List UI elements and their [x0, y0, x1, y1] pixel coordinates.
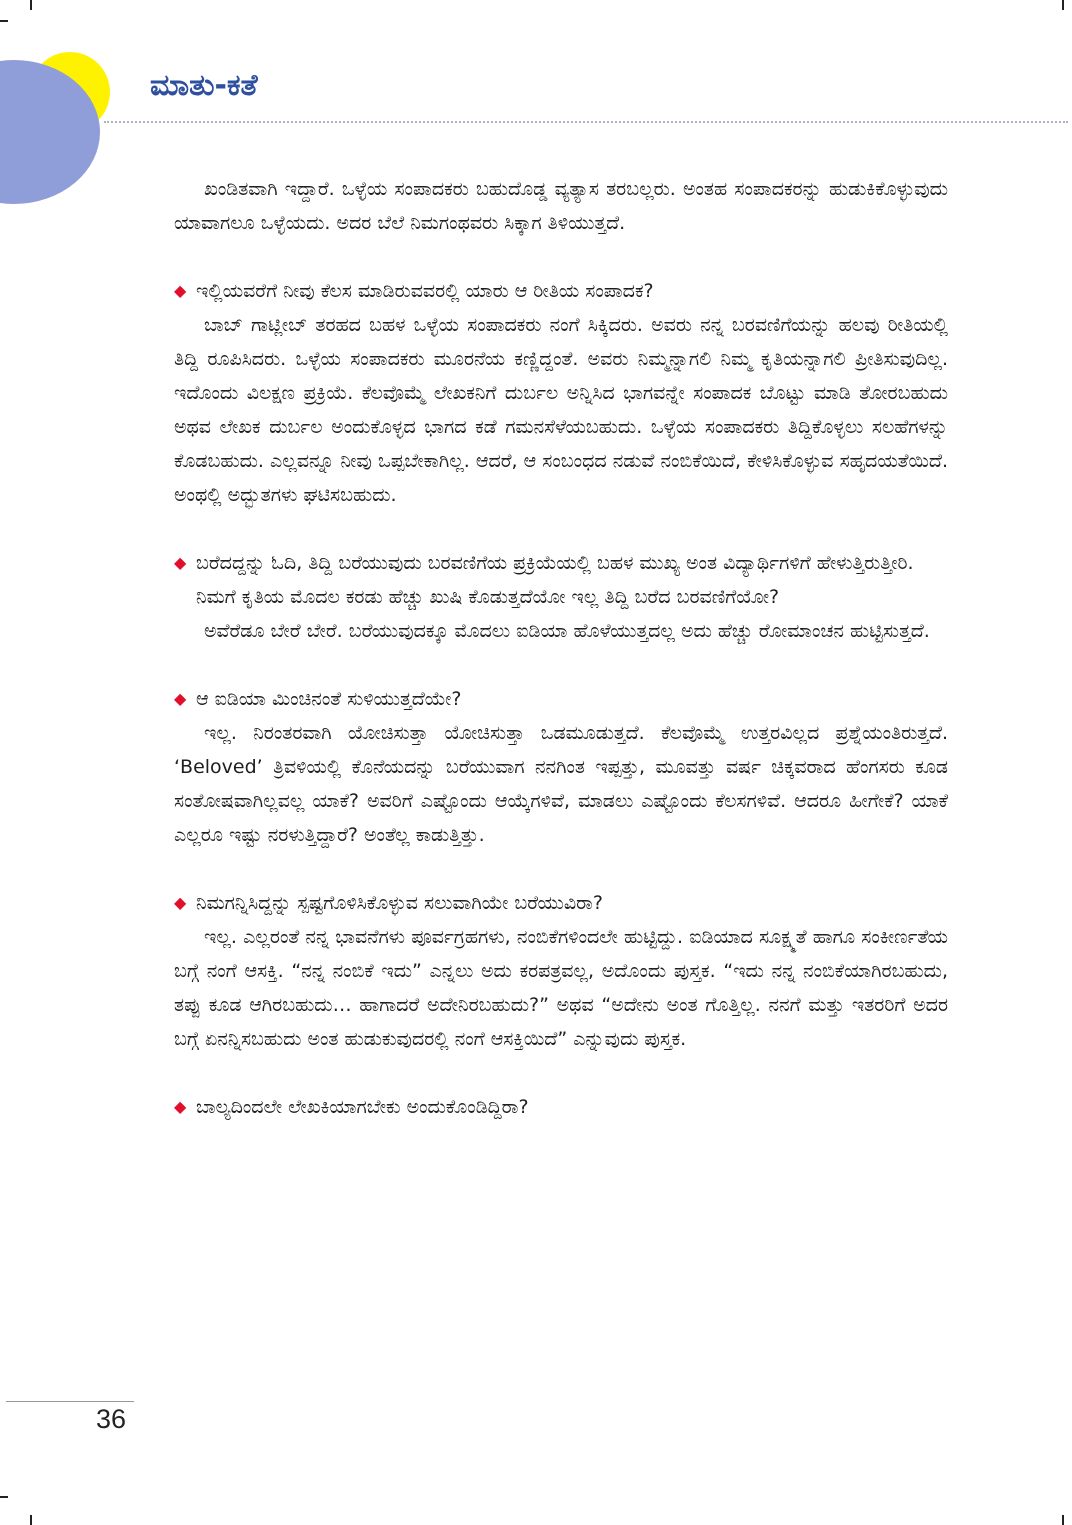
block-gap — [174, 852, 948, 886]
diamond-bullet-icon: ◆ — [174, 553, 187, 572]
answer-paragraph: ಇಲ್ಲ. ಎಲ್ಲರಂತೆ ನನ್ನ ಭಾವನೆಗಳು ಪೂರ್ವಗ್ರಹಗಳು, ನಂಬಿಕೆಗಳಿಂದಲೇ ಹುಟ್ಟಿದ್ದು. ಐಡಿಯಾದ ಸೂಕ್ಷ್ಮತೆ ಹಾಗೂ ಸಂಕೀರ್ಣತೆಯ ಬಗ್ಗೆ ನಂಗೆ ಆಸಕ್ತಿ. “ನನ್ನ ನಂಬಿಕೆ ಇದು” ಎನ್ನಲು ಅದು ಕರಪತ್ರವಲ್ಲ, ಅದೊಂದು ಪುಸ್ತಕ. “ಇದು ನನ್ನ ನಂಬಿಕೆಯಾಗಿರಬಹುದು, ತಪ್ಪು ಕೂಡ ಆಗಿರಬಹುದು… ಹಾಗಾದರೆ ಅದೇನಿರಬಹುದು?” ಅಥವ “ಅದೇನು ಅಂತ ಗೊತ್ತಿಲ್ಲ. ನನಗೆ ಮತ್ತು ಇತರರಿಗೆ ಅದರ ಬಗ್ಗೆ ಏನನ್ನಿಸಬಹುದು ಅಂತ ಹುಡುಕುವುದರಲ್ಲಿ ನಂಗೆ ಆಸಕ್ತಿಯಿದೆ” ಎನ್ನುವುದು ಪುಸ್ತಕ. — [174, 926, 948, 1050]
page-content — [174, 172, 948, 1124]
crop-mark — [30, 1515, 32, 1525]
diamond-bullet-icon: ◆ — [174, 689, 187, 708]
header-dotted-rule — [104, 121, 1068, 123]
diamond-bullet-icon: ◆ — [174, 893, 187, 912]
crop-mark — [30, 0, 32, 10]
crop-mark — [0, 1496, 8, 1498]
interview-question — [174, 886, 948, 920]
crop-mark — [1062, 1515, 1064, 1525]
diamond-bullet-icon: ◆ — [174, 281, 187, 300]
answer-paragraph: ಬಾಬ್ ಗಾಟ್ಲೀಬ್ ತರಹದ ಬಹಳ ಒಳ್ಳೆಯ ಸಂಪಾದಕರು ನಂಗೆ ಸಿಕ್ಕಿದರು. ಅವರು ನನ್ನ ಬರವಣಿಗೆಯನ್ನು ಹಲವು ರೀತಿಯಲ್ಲಿ ತಿದ್ದಿ ರೂಪಿಸಿದರು. ಒಳ್ಳೆಯ ಸಂಪಾದಕರು ಮೂರನೆಯ ಕಣ್ಣಿದ್ದಂತೆ. ಅವರು ನಿಮ್ಮನ್ನಾಗಲಿ ನಿಮ್ಮ ಕೃತಿಯನ್ನಾಗಲಿ ಪ್ರೀತಿಸುವುದಿಲ್ಲ. ಇದೊಂದು ವಿಲಕ್ಷಣ ಪ್ರಕ್ರಿಯೆ. ಕೆಲವೊಮ್ಮೆ ಲೇಖಕನಿಗೆ ದುರ್ಬಲ ಅನ್ನಿಸಿದ ಭಾಗವನ್ನೇ ಸಂಪಾದಕ ಬೊಟ್ಟು ಮಾಡಿ ತೋರಬಹುದು ಅಥವ ಲೇಖಕ ದುರ್ಬಲ ಅಂದುಕೊಳ್ಳದ ಭಾಗದ ಕಡೆ ಗಮನಸೆಳೆಯಬಹುದು. ಒಳ್ಳೆಯ ಸಂಪಾದಕರು ತಿದ್ದಿಕೊಳ್ಳಲು ಸಲಹೆಗಳನ್ನು ಕೊಡಬಹುದು. ಎಲ್ಲವನ್ನೂ ನೀವು ಒಪ್ಪಬೇಕಾಗಿಲ್ಲ. ಆದರೆ, ಆ ಸಂಬಂಧದ ನಡುವೆ ನಂಬಿಕೆಯಿದೆ, ಕೇಳಿಸಿಕೊಳ್ಳುವ ಸಹೃದಯತೆಯಿದೆ. ಅಂಥಲ್ಲಿ ಅದ್ಭುತಗಳು ಘಟಿಸಬಹುದು. — [174, 314, 948, 506]
interview-question — [174, 274, 948, 308]
question-text: ನಿಮಗನ್ನಿಸಿದ್ದನ್ನು ಸ್ಪಷ್ಟಗೊಳಿಸಿಕೊಳ್ಳುವ ಸಲುವಾಗಿಯೇ ಬರೆಯುವಿರಾ? — [196, 892, 603, 914]
answer-paragraph: ಖಂಡಿತವಾಗಿ ಇದ್ದಾರೆ. ಒಳ್ಳೆಯ ಸಂಪಾದಕರು ಬಹುದೊಡ್ಡ ವ್ಯತ್ಯಾಸ ತರಬಲ್ಲರು. ಅಂತಹ ಸಂಪಾದಕರನ್ನು ಹುಡುಕಿಕೊಳ್ಳುವುದು ಯಾವಾಗಲೂ ಒಳ್ಳೆಯದು. ಅದರ ಬೆಲೆ ನಿಮಗಂಥವರು ಸಿಕ್ಕಾಗ ತಿಳಿಯುತ್ತದೆ. — [174, 178, 948, 234]
question-text: ಬಾಲ್ಯದಿಂದಲೇ ಲೇಖಕಿಯಾಗಬೇಕು ಅಂದುಕೊಂಡಿದ್ದಿರಾ? — [196, 1096, 529, 1118]
question-text: ಬರೆದದ್ದನ್ನು ಓದಿ, ತಿದ್ದಿ ಬರೆಯುವುದು ಬರವಣಿಗೆಯ ಪ್ರಕ್ರಿಯೆಯಲ್ಲಿ ಬಹಳ ಮುಖ್ಯ ಅಂತ ವಿದ್ಯಾರ್ಥಿಗಳಿಗೆ ಹೇಳುತ್ತಿರುತ್ತೀರಿ. ನಿಮಗೆ ಕೃತಿಯ ಮೊದಲ ಕರಡು ಹೆಚ್ಚು ಖುಷಿ ಕೊಡುತ್ತದೆಯೋ ಇಲ್ಲ ತಿದ್ದಿ ಬರೆದ ಬರವಣಿಗೆಯೋ? — [196, 552, 914, 608]
interview-question — [174, 1090, 948, 1124]
diamond-bullet-icon: ◆ — [174, 1097, 187, 1116]
block-gap — [174, 1056, 948, 1090]
interview-question — [174, 682, 948, 716]
block-gap — [174, 512, 948, 546]
crop-mark — [0, 20, 8, 22]
question-text: ಆ ಐಡಿಯಾ ಮಿಂಚಿನಂತೆ ಸುಳಿಯುತ್ತದೆಯೇ? — [196, 688, 462, 710]
block-gap — [174, 240, 948, 274]
answer-paragraph: ಅವೆರೆಡೂ ಬೇರೆ ಬೇರೆ. ಬರೆಯುವುದಕ್ಕೂ ಮೊದಲು ಐಡಿಯಾ ಹೊಳೆಯುತ್ತದಲ್ಲ ಅದು ಹೆಚ್ಚು ರೋಮಾಂಚನ ಹುಟ್ಟಿಸುತ್ತದೆ. — [204, 620, 930, 642]
block-gap — [174, 648, 948, 682]
page-number: 36 — [96, 1404, 127, 1434]
question-text: ಇಲ್ಲಿಯವರೆಗೆ ನೀವು ಕೆಲಸ ಮಾಡಿರುವವರಲ್ಲಿ ಯಾರು ಆ ರೀತಿಯ ಸಂಪಾದಕ? — [196, 280, 654, 302]
answer-paragraph: ಇಲ್ಲ. ನಿರಂತರವಾಗಿ ಯೋಚಿಸುತ್ತಾ ಯೋಚಿಸುತ್ತಾ ಒಡಮೂಡುತ್ತದೆ. ಕೆಲವೊಮ್ಮೆ ಉತ್ತರವಿಲ್ಲದ ಪ್ರಶ್ನೆಯಂತಿರುತ್ತದೆ. ‘Beloved’ ತ್ರಿವಳಿಯಲ್ಲಿ ಕೊನೆಯದನ್ನು ಬರೆಯುವಾಗ ನನಗಿಂತ ಇಪ್ಪತ್ತು, ಮೂವತ್ತು ವರ್ಷ ಚಿಕ್ಕವರಾದ ಹೆಂಗಸರು ಕೂಡ ಸಂತೋಷವಾಗಿಲ್ಲವಲ್ಲ ಯಾಕೆ? ಅವರಿಗೆ ಎಷ್ಟೊಂದು ಆಯ್ಕೆಗಳಿವೆ, ಮಾಡಲು ಎಷ್ಟೊಂದು ಕೆಲಸಗಳಿವೆ. ಆದರೂ ಹೀಗೇಕೆ? ಯಾಕೆ ಎಲ್ಲರೂ ಇಷ್ಟು ನರಳುತ್ತಿದ್ದಾರೆ? ಅಂತೆಲ್ಲ ಕಾಡುತ್ತಿತ್ತು. — [174, 722, 948, 846]
interview-question — [174, 546, 948, 614]
crop-mark — [1062, 0, 1064, 10]
section-title: ಮಾತು-ಕತೆ — [150, 68, 258, 103]
